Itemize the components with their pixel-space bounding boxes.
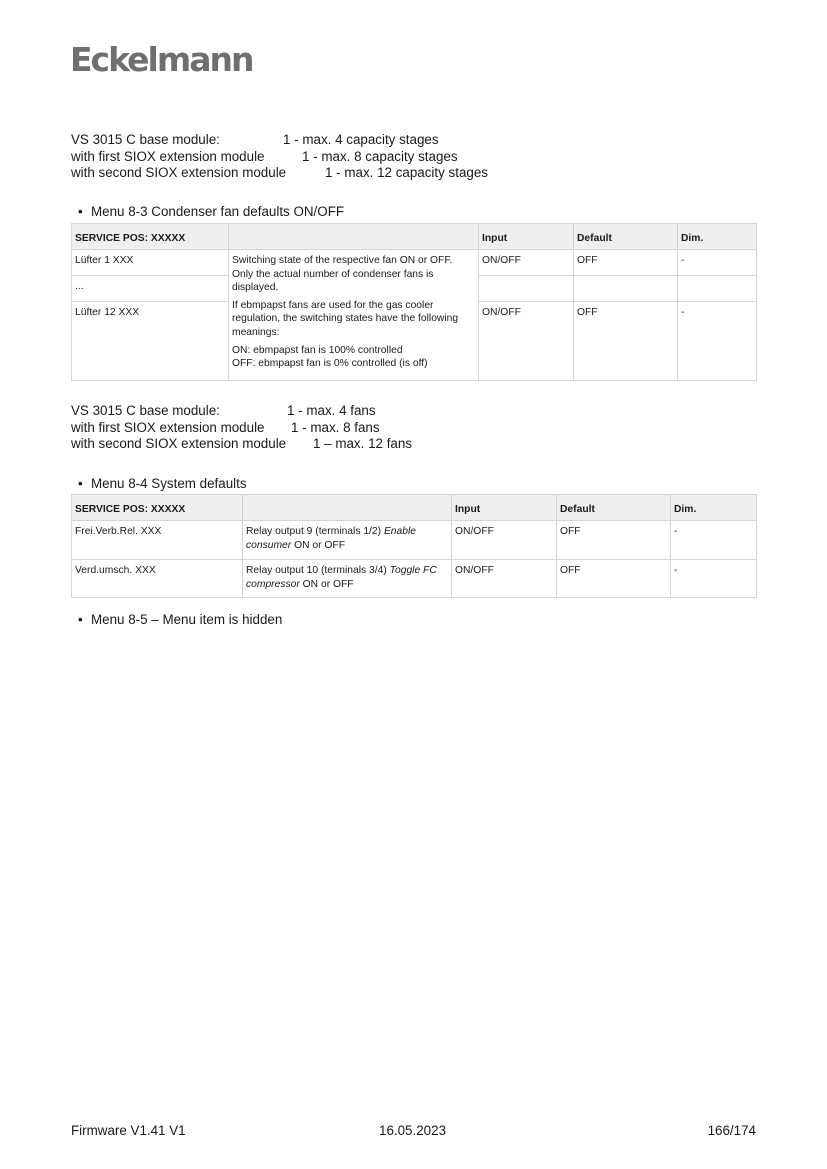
menu-8-4-title: Menu 8-4 System defaults <box>91 476 247 491</box>
description-text: If ebmpapst fans are used for the gas cooler regulation, the switching states have the following meanings: <box>232 300 459 338</box>
input-value: ON/OFF <box>452 521 557 560</box>
column-header: Default <box>557 495 671 521</box>
input-value: ON/OFF <box>452 560 557 598</box>
menu-8-4-heading <box>78 476 247 491</box>
bullet-icon: • <box>78 612 83 627</box>
column-header: Input <box>479 224 574 250</box>
footer-firmware: Firmware V1.41 V1 <box>71 1123 186 1138</box>
menu-8-5-title: Menu 8-5 – Menu item is hidden <box>91 612 283 627</box>
module-value: 1 - max. 8 fans <box>291 419 380 435</box>
module-value: 1 - max. 8 capacity stages <box>302 148 458 164</box>
default-value: OFF <box>557 521 671 560</box>
dimension-value: - <box>678 250 757 276</box>
parameter-description <box>243 521 452 560</box>
column-header: Input <box>452 495 557 521</box>
column-header: SERVICE POS: XXXXX <box>72 224 229 250</box>
footer-page-number: 166/174 <box>707 1123 756 1138</box>
description-emphasis: Toggle FC compressor <box>246 565 437 590</box>
module-value: 1 - max. 4 fans <box>287 403 376 418</box>
menu-8-3-title: Menu 8-3 Condenser fan defaults ON/OFF <box>91 204 345 219</box>
dimension-value: - <box>671 560 757 598</box>
description-text <box>232 344 475 371</box>
description-text: Relay output 9 (terminals 1/2) <box>246 526 384 538</box>
module-label: with second SIOX extension module <box>71 436 287 452</box>
description-text: ON or OFF <box>291 539 345 551</box>
module-label: VS 3015 C base module: <box>71 403 220 418</box>
input-value: ON/OFF <box>479 302 574 381</box>
module-label: with first SIOX extension module <box>71 419 265 435</box>
column-header <box>243 495 452 521</box>
menu-8-3-table <box>71 223 757 381</box>
column-header <box>229 224 479 250</box>
table-row <box>72 560 757 598</box>
bullet-icon: • <box>78 476 83 491</box>
module-label: with first SIOX extension module <box>71 148 265 164</box>
description-line: OFF: ebmpapst fan is 0% controlled (is off) <box>232 358 428 370</box>
module-label: VS 3015 C base module: <box>71 132 220 147</box>
parameter-description <box>229 250 479 381</box>
menu-8-5-heading <box>78 612 282 627</box>
parameter-description <box>243 560 452 598</box>
description-text: ON or OFF <box>299 578 354 590</box>
footer-date: 16.05.2023 <box>379 1123 447 1138</box>
description-line: ON: ebmpapst fan is 100% controlled <box>232 345 403 357</box>
table-header-row <box>72 495 757 521</box>
table-row <box>72 521 757 560</box>
menu-8-4-table <box>71 494 757 598</box>
dimension-value <box>678 276 757 302</box>
module-label: with second SIOX extension module <box>71 165 287 181</box>
parameter-name: ... <box>72 276 229 302</box>
description-text: Relay output 10 (terminals 3/4) <box>246 565 390 577</box>
table-header-row <box>72 224 757 250</box>
input-value: ON/OFF <box>479 250 574 276</box>
input-value <box>479 276 574 302</box>
module-value: 1 - max. 4 capacity stages <box>283 132 439 147</box>
parameter-name: Lüfter 12 XXX <box>72 302 229 381</box>
module-value: 1 - max. 12 capacity stages <box>325 165 488 181</box>
column-header: Dim. <box>678 224 757 250</box>
parameter-name: Lüfter 1 XXX <box>72 250 229 276</box>
column-header: Dim. <box>671 495 757 521</box>
parameter-name: Frei.Verb.Rel. XXX <box>72 521 243 560</box>
default-value: OFF <box>557 560 671 598</box>
dimension-value: - <box>671 521 757 560</box>
description-text: Switching state of the respective fan ON or OFF. Only the actual number of condenser fans is displayed. <box>232 255 453 293</box>
table-row <box>72 250 757 276</box>
dimension-value: - <box>678 302 757 381</box>
module-value: 1 – max. 12 fans <box>313 436 412 452</box>
default-value: OFF <box>574 250 678 276</box>
default-value <box>574 276 678 302</box>
bullet-icon: • <box>78 204 83 219</box>
description-emphasis: Enable consumer <box>246 526 416 551</box>
parameter-name: Verd.umsch. XXX <box>72 560 243 598</box>
company-logo: Eckelmann <box>70 40 253 79</box>
column-header: Default <box>574 224 678 250</box>
default-value: OFF <box>574 302 678 381</box>
menu-8-3-heading <box>78 204 344 219</box>
column-header: SERVICE POS: XXXXX <box>72 495 243 521</box>
